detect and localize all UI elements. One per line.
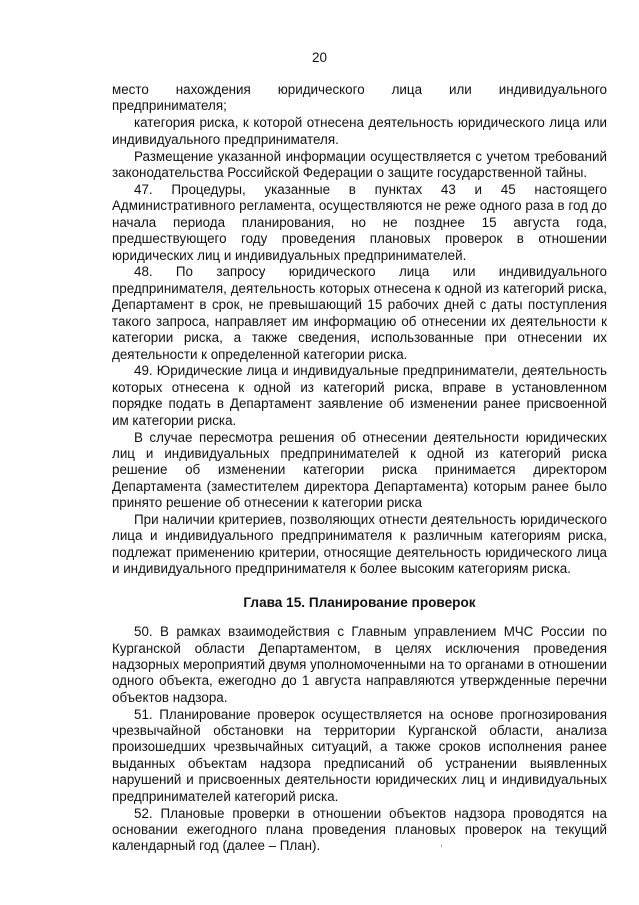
document-body [112,82,607,855]
paragraph: 47. Процедуры, указанные в пунктах 43 и 45 настоящего Административного регламента, осуществляются не реже одного раза в год до начала периода планирования, но не позднее 15 августа года, предшествующего году проведения плановых проверок в отношении юридических лиц и индивидуальных предпринимателей. [112,181,607,263]
scan-mark: , [440,838,443,849]
paragraph: место нахождения юридического лица или индивидуального предпринимателя; [112,82,607,114]
paragraph: Размещение указанной информации осуществляется с учетом требований законодательства Российской Федерации о защите государственной тайны. [112,148,607,181]
paragraph: 48. По запросу юридического лица или индивидуального предпринимателя, деятельность которых отнесена к одной из категорий риска, Департамент в срок, не превышающий 15 рабочих дней с даты поступления такого запроса, направляет им информацию об отнесении их деятельности к категории риска, а также сведения, использованные при отнесении их деятельности к определенной категории риска. [112,264,607,362]
paragraph: категория риска, к которой отнесена деятельность юридического лица или индивидуального предпринимателя. [112,115,607,147]
paragraph: 51. Планирование проверок осуществляется на основе прогнозирования чрезвычайной обстановки на территории Курганской области, анализа произошедших чрезвычайных ситуаций, а также сроков исполнения ранее выданных объектам надзора предписаний об устранении выявленных нарушений и присвоенных деятельности юридических лиц и индивидуальных предпринимателей категорий риска. [112,706,607,804]
paragraph: 52. Плановые проверки в отношении объектов надзора проводятся на основании ежегодного плана проведения плановых проверок на текущий календарный год (далее – План). [112,805,607,854]
paragraph: 49. Юридические лица и индивидуальные предприниматели, деятельность которых отнесена к одной из категорий риска, вправе в установленном порядке подать в Департамент заявление об изменении ранее присвоенной им категории риска. [112,363,607,428]
chapter-heading: Глава 15. Планирование проверок [243,594,476,610]
paragraph: 50. В рамках взаимодействия с Главным управлением МЧС России по Курганской области Департаментом, в целях исключения проведения надзорных мероприятий двумя уполномоченными на то органами в отношении одного объекта, ежегодно до 1 августа направляются утвержденные перечни объектов надзора. [112,624,607,705]
paragraph: В случае пересмотра решения об отнесении деятельности юридических лиц и индивидуальных предпринимателей к одной из категорий риска решение об изменении категории риска принимается директором Департамента (заместителем директора Департамента) которым ранее было принято решение об отнесении к категории риска [112,429,607,511]
page-number: 20 [311,50,328,65]
paragraph: При наличии критериев, позволяющих отнести деятельность юридического лица и индивидуального предпринимателя к различным категориям риска, подлежат применению критерии, относящие деятельность юридического лица и индивидуального предпринимателя к более высоким категориям риска. [112,512,607,577]
